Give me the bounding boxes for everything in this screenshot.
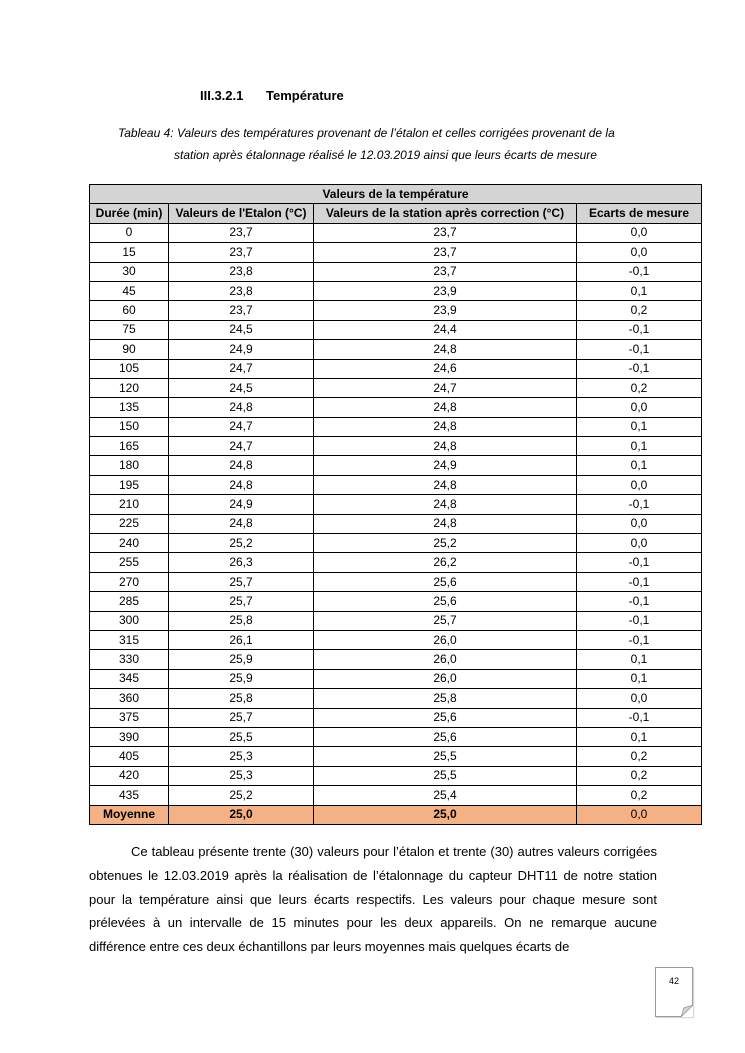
caption-line-1: Tableau 4: Valeurs des températures provenant de l’étalon et celles corrigées provenant de la xyxy=(118,126,615,140)
cell-station: 24,4 xyxy=(314,320,577,339)
cell-deviation: 0,0 xyxy=(577,243,702,262)
cell-reference: 25,2 xyxy=(169,534,314,553)
table-row xyxy=(90,534,702,553)
cell-station: 25,8 xyxy=(314,689,577,708)
cell-station: 24,8 xyxy=(314,398,577,417)
cell-deviation: 0,2 xyxy=(577,786,702,805)
cell-deviation: 0,1 xyxy=(577,727,702,746)
table-row xyxy=(90,301,702,320)
table-row xyxy=(90,475,702,494)
table-row xyxy=(90,495,702,514)
table-row xyxy=(90,417,702,436)
cell-reference: 24,7 xyxy=(169,359,314,378)
cell-station: 26,0 xyxy=(314,669,577,688)
table-row xyxy=(90,359,702,378)
cell-deviation: -0,1 xyxy=(577,359,702,378)
mean-label: Moyenne xyxy=(90,805,169,824)
cell-reference: 23,8 xyxy=(169,281,314,300)
cell-reference: 25,3 xyxy=(169,766,314,785)
cell-reference: 26,1 xyxy=(169,630,314,649)
cell-deviation: -0,1 xyxy=(577,630,702,649)
cell-deviation: -0,1 xyxy=(577,320,702,339)
table-row xyxy=(90,243,702,262)
col-header-station: Valeurs de la station après correction (°C) xyxy=(314,204,577,223)
cell-duration: 120 xyxy=(90,378,169,397)
cell-station: 26,2 xyxy=(314,553,577,572)
table-row xyxy=(90,223,702,242)
table-row xyxy=(90,708,702,727)
cell-duration: 45 xyxy=(90,281,169,300)
cell-station: 24,6 xyxy=(314,359,577,378)
mean-row xyxy=(90,805,702,824)
cell-station: 23,9 xyxy=(314,281,577,300)
col-header-reference: Valeurs de l'Etalon (°C) xyxy=(169,204,314,223)
table-row xyxy=(90,437,702,456)
mean-deviation: 0,0 xyxy=(577,805,702,824)
cell-deviation: 0,0 xyxy=(577,398,702,417)
cell-reference: 26,3 xyxy=(169,553,314,572)
cell-deviation: 0,2 xyxy=(577,378,702,397)
cell-reference: 24,7 xyxy=(169,437,314,456)
cell-duration: 210 xyxy=(90,495,169,514)
cell-station: 23,7 xyxy=(314,243,577,262)
cell-station: 25,5 xyxy=(314,766,577,785)
cell-deviation: -0,1 xyxy=(577,708,702,727)
cell-duration: 345 xyxy=(90,669,169,688)
cell-reference: 25,5 xyxy=(169,727,314,746)
cell-deviation: 0,0 xyxy=(577,223,702,242)
cell-deviation: 0,1 xyxy=(577,437,702,456)
cell-reference: 25,8 xyxy=(169,611,314,630)
temperature-table xyxy=(89,184,702,825)
cell-deviation: 0,2 xyxy=(577,747,702,766)
cell-duration: 30 xyxy=(90,262,169,281)
cell-station: 23,9 xyxy=(314,301,577,320)
table-row xyxy=(90,669,702,688)
cell-reference: 23,7 xyxy=(169,243,314,262)
cell-station: 23,7 xyxy=(314,262,577,281)
cell-deviation: 0,1 xyxy=(577,281,702,300)
table-row xyxy=(90,727,702,746)
cell-duration: 225 xyxy=(90,514,169,533)
cell-duration: 255 xyxy=(90,553,169,572)
cell-reference: 24,9 xyxy=(169,495,314,514)
cell-reference: 25,8 xyxy=(169,689,314,708)
table-title: Valeurs de la température xyxy=(90,185,702,204)
table-row xyxy=(90,553,702,572)
page-number-box xyxy=(655,967,693,1017)
cell-deviation: -0,1 xyxy=(577,611,702,630)
cell-reference: 24,5 xyxy=(169,320,314,339)
cell-duration: 0 xyxy=(90,223,169,242)
table-row xyxy=(90,630,702,649)
col-header-deviation: Ecarts de mesure xyxy=(577,204,702,223)
caption-line-2: station après étalonnage réalisé le 12.03.2019 ainsi que leurs écarts de mesure xyxy=(174,148,597,162)
cell-deviation: -0,1 xyxy=(577,572,702,591)
cell-duration: 390 xyxy=(90,727,169,746)
table-row xyxy=(90,378,702,397)
cell-duration: 315 xyxy=(90,630,169,649)
cell-deviation: 0,2 xyxy=(577,766,702,785)
cell-reference: 23,8 xyxy=(169,262,314,281)
cell-station: 26,0 xyxy=(314,650,577,669)
cell-deviation: 0,2 xyxy=(577,301,702,320)
section-number: III.3.2.1 xyxy=(200,88,244,103)
cell-duration: 195 xyxy=(90,475,169,494)
folded-corner-icon xyxy=(681,1005,693,1017)
cell-deviation: -0,1 xyxy=(577,592,702,611)
cell-deviation: 0,1 xyxy=(577,669,702,688)
cell-duration: 435 xyxy=(90,786,169,805)
table-row xyxy=(90,689,702,708)
cell-station: 25,2 xyxy=(314,534,577,553)
table-row xyxy=(90,747,702,766)
table-row xyxy=(90,786,702,805)
cell-duration: 180 xyxy=(90,456,169,475)
cell-station: 24,8 xyxy=(314,437,577,456)
cell-deviation: -0,1 xyxy=(577,262,702,281)
table-header-row xyxy=(90,204,702,223)
cell-reference: 25,9 xyxy=(169,650,314,669)
cell-reference: 25,7 xyxy=(169,708,314,727)
cell-reference: 23,7 xyxy=(169,301,314,320)
cell-reference: 24,8 xyxy=(169,475,314,494)
mean-station: 25,0 xyxy=(314,805,577,824)
cell-deviation: 0,0 xyxy=(577,514,702,533)
table-row xyxy=(90,650,702,669)
cell-station: 26,0 xyxy=(314,630,577,649)
cell-duration: 240 xyxy=(90,534,169,553)
table-row xyxy=(90,572,702,591)
cell-deviation: 0,1 xyxy=(577,650,702,669)
cell-station: 25,4 xyxy=(314,786,577,805)
cell-station: 24,9 xyxy=(314,456,577,475)
cell-deviation: -0,1 xyxy=(577,495,702,514)
cell-reference: 25,9 xyxy=(169,669,314,688)
cell-duration: 360 xyxy=(90,689,169,708)
cell-station: 24,8 xyxy=(314,495,577,514)
table-row xyxy=(90,281,702,300)
cell-station: 25,7 xyxy=(314,611,577,630)
table-row xyxy=(90,262,702,281)
table-caption xyxy=(118,122,648,166)
col-header-duration: Durée (min) xyxy=(90,204,169,223)
cell-reference: 25,2 xyxy=(169,786,314,805)
cell-deviation: 0,0 xyxy=(577,689,702,708)
cell-station: 25,6 xyxy=(314,708,577,727)
table-row xyxy=(90,611,702,630)
mean-reference: 25,0 xyxy=(169,805,314,824)
cell-duration: 90 xyxy=(90,340,169,359)
table-row xyxy=(90,592,702,611)
page-number: 42 xyxy=(668,976,679,986)
cell-duration: 135 xyxy=(90,398,169,417)
cell-duration: 300 xyxy=(90,611,169,630)
cell-deviation: 0,1 xyxy=(577,417,702,436)
cell-duration: 165 xyxy=(90,437,169,456)
cell-duration: 60 xyxy=(90,301,169,320)
cell-station: 24,8 xyxy=(314,475,577,494)
cell-reference: 24,8 xyxy=(169,514,314,533)
cell-station: 23,7 xyxy=(314,223,577,242)
cell-reference: 24,7 xyxy=(169,417,314,436)
table-row xyxy=(90,766,702,785)
cell-station: 25,6 xyxy=(314,592,577,611)
cell-reference: 24,8 xyxy=(169,456,314,475)
cell-station: 25,5 xyxy=(314,747,577,766)
cell-reference: 25,7 xyxy=(169,572,314,591)
cell-duration: 330 xyxy=(90,650,169,669)
cell-station: 25,6 xyxy=(314,727,577,746)
body-paragraph: Ce tableau présente trente (30) valeurs pour l’étalon et trente (30) autres valeurs corrigées obtenues le 12.03.2019 après la réalisation de l’étalonnage du capteur DHT11 de notre station pour la température ainsi que leurs écarts respectifs. Les valeurs pour chaque mesure sont prélevées à un intervalle de 15 minutes pour les deux appareils. On ne remarque aucune différence entre ces deux échantillons par leurs moyennes mais quelques écarts de xyxy=(89,844,657,955)
cell-deviation: -0,1 xyxy=(577,340,702,359)
cell-duration: 270 xyxy=(90,572,169,591)
cell-duration: 405 xyxy=(90,747,169,766)
cell-station: 25,6 xyxy=(314,572,577,591)
cell-deviation: 0,1 xyxy=(577,456,702,475)
cell-deviation: 0,0 xyxy=(577,475,702,494)
table-row xyxy=(90,398,702,417)
cell-station: 24,8 xyxy=(314,417,577,436)
cell-reference: 25,7 xyxy=(169,592,314,611)
cell-duration: 75 xyxy=(90,320,169,339)
table-row xyxy=(90,514,702,533)
cell-duration: 105 xyxy=(90,359,169,378)
cell-duration: 420 xyxy=(90,766,169,785)
cell-station: 24,8 xyxy=(314,340,577,359)
section-heading xyxy=(200,88,344,103)
cell-duration: 375 xyxy=(90,708,169,727)
table-row xyxy=(90,340,702,359)
cell-deviation: 0,0 xyxy=(577,534,702,553)
cell-deviation: -0,1 xyxy=(577,553,702,572)
cell-reference: 24,5 xyxy=(169,378,314,397)
table-row xyxy=(90,456,702,475)
cell-duration: 15 xyxy=(90,243,169,262)
cell-reference: 24,8 xyxy=(169,398,314,417)
cell-reference: 24,9 xyxy=(169,340,314,359)
section-title: Température xyxy=(266,88,344,103)
cell-duration: 285 xyxy=(90,592,169,611)
cell-duration: 150 xyxy=(90,417,169,436)
cell-station: 24,7 xyxy=(314,378,577,397)
table-row xyxy=(90,320,702,339)
cell-reference: 25,3 xyxy=(169,747,314,766)
cell-station: 24,8 xyxy=(314,514,577,533)
cell-reference: 23,7 xyxy=(169,223,314,242)
